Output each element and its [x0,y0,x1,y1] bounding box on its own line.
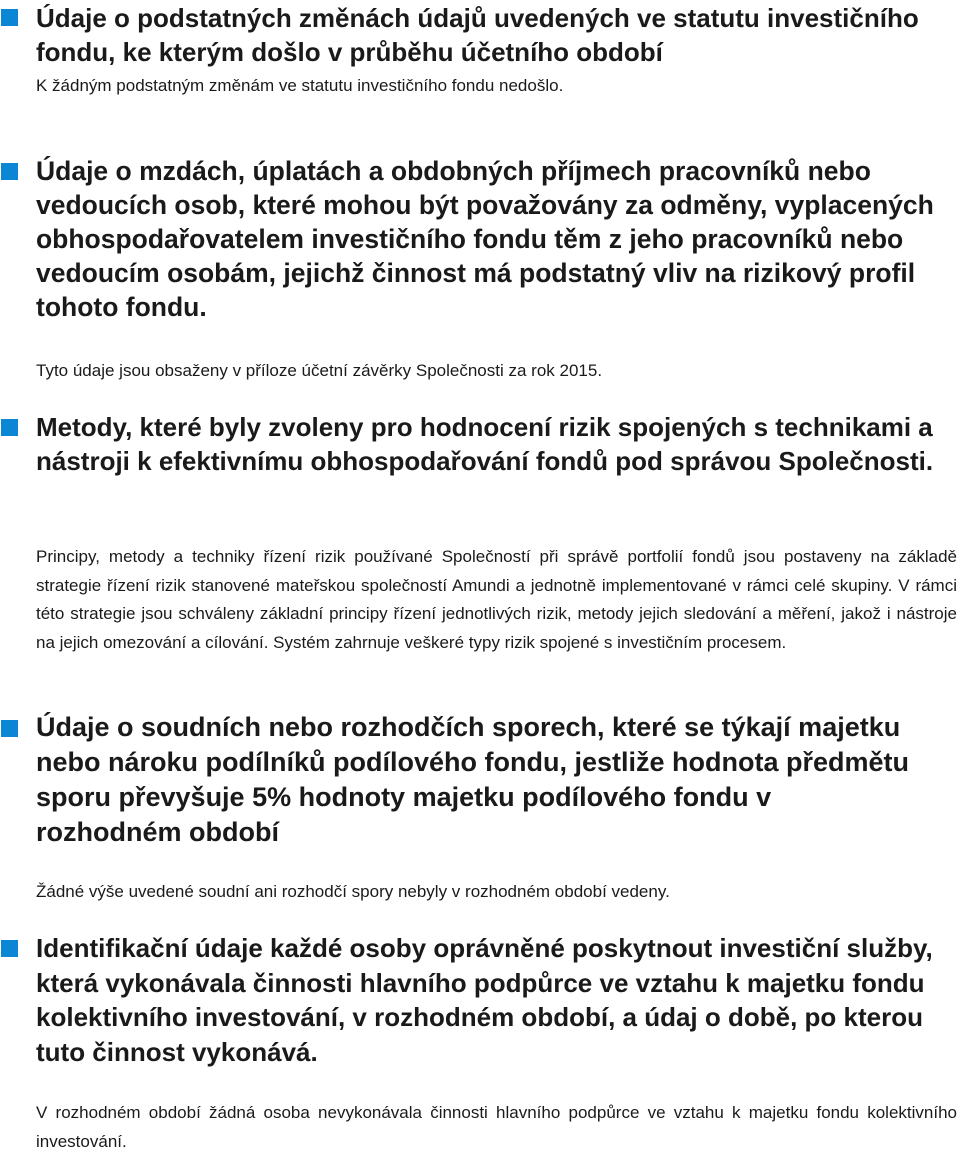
section-body: Tyto údaje jsou obsaženy v příloze účetní závěrky Společnosti za rok 2015. [36,361,603,380]
section-heading: Údaje o mzdách, úplatách a obdobných příjmech pracovníků nebo vedoucích osob, které mohou být považovány za odměny, vyplacených obhospodařovatelem investičního fondu těm z jeho pracovníků nebo vedoucím osobám, jejichž činnost má podstatný vliv na rizikový profil tohoto fondu. [36,156,934,322]
section-heading: Identifikační údaje každé osoby oprávněné poskytnout investiční služby, která vykonávala činnosti hlavního podpůrce ve vztahu k majetku fondu kolektivního investování, v rozhodném období, a údaj o době, po kterou tuto činnost vykonává. [36,933,933,1067]
section-body: V rozhodném období žádná osoba nevykonávala činnosti hlavního podpůrce ve vztahu k majetku fondu kolektivního investování. [36,1103,957,1151]
square-bullet-icon [1,163,18,180]
section-heading: Údaje o soudních nebo rozhodčích sporech, které se týkají majetku nebo nároku podílníků podílového fondu, jestliže hodnota předmětu sporu převyšuje 5% hodnoty majetku podílového fondu v rozhodném období [36,712,909,847]
square-bullet-icon [1,720,18,737]
section-body: Žádné výše uvedené soudní ani rozhodčí spory nebyly v rozhodném období vedeny. [36,882,670,901]
section-body: K žádným podstatným změnám ve statutu investičního fondu nedošlo. [36,76,564,95]
square-bullet-icon [1,9,18,26]
square-bullet-icon [1,419,18,436]
section-heading: Metody, které byly zvoleny pro hodnocení rizik spojených s technikami a nástroji k efektivnímu obhospodařování fondů pod správou Společnosti. [36,412,934,476]
section-heading: Údaje o podstatných změnách údajů uvedených ve statutu investičního fondu, ke kterým došlo v průběhu účetního období [36,3,919,67]
section-body: Principy, metody a techniky řízení rizik používané Společností při správě portfolií fondů jsou postaveny na základě strategie řízení rizik stanovené mateřskou společností Amundi a jednotně implementované v rámci celé skupiny. V rámci této strategie jsou schváleny základní principy řízení jednotlivých rizik, metody jejich sledování a měření, jakož i nástroje na jejich omezování a cílování. Systém zahrnuje veškeré typy rizik spojené s investičním procesem. [36,547,957,653]
square-bullet-icon [1,940,18,957]
